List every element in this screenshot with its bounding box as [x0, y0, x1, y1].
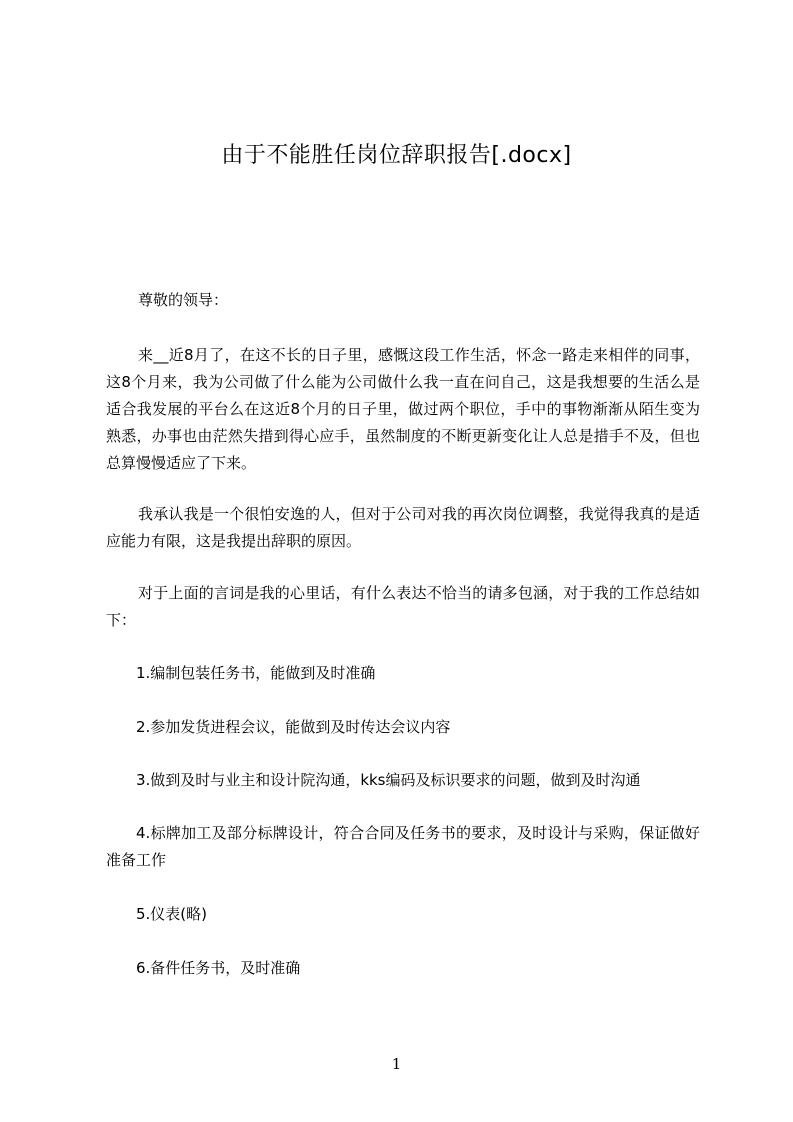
list-item-4: 4.标牌加工及部分标牌设计，符合合同及任务书的要求，及时设计与采购，保证做好准备工作 — [106, 824, 700, 869]
list-item-2: 2.参加发货进程会议，能做到及时传达会议内容 — [136, 718, 451, 736]
list-item-3: 3.做到及时与业主和设计院沟通，kks编码及标识要求的问题，做到及时沟通 — [136, 771, 641, 789]
list-item-5: 5.仪表(略) — [136, 905, 208, 923]
page-number: 1 — [391, 1055, 402, 1073]
paragraph-3: 对于上面的言词是我的心里话，有什么表达不恰当的请多包涵，对于我的工作总结如下： — [106, 584, 700, 629]
salutation: 尊敬的领导： — [138, 291, 229, 309]
document-title: 由于不能胜任岗位辞职报告[.docx] — [221, 143, 572, 168]
list-item-1: 1.编制包装任务书，能做到及时准确 — [136, 664, 376, 682]
paragraph-1: 来__近8月了，在这不长的日子里，感慨这段工作生活，怀念一路走来相伴的同事，这8个月来，我为公司做了什么能为公司做什么我一直在问自己，这是我想要的生活么是适合我发展的平台么在这近8个月的日子里，做过两个职位，手中的事物渐渐从陌生变为熟悉，办事也由茫然失措到得心应手，虽然制度的不断更新变化让人总是措手不及，但也总算慢慢适应了下来。 — [106, 346, 700, 472]
paragraph-2: 我承认我是一个很怕安逸的人，但对于公司对我的再次岗位调整，我觉得我真的是适应能力有限，这是我提出辞职的原因。 — [106, 505, 700, 550]
list-item-6: 6.备件任务书，及时准确 — [136, 959, 301, 977]
